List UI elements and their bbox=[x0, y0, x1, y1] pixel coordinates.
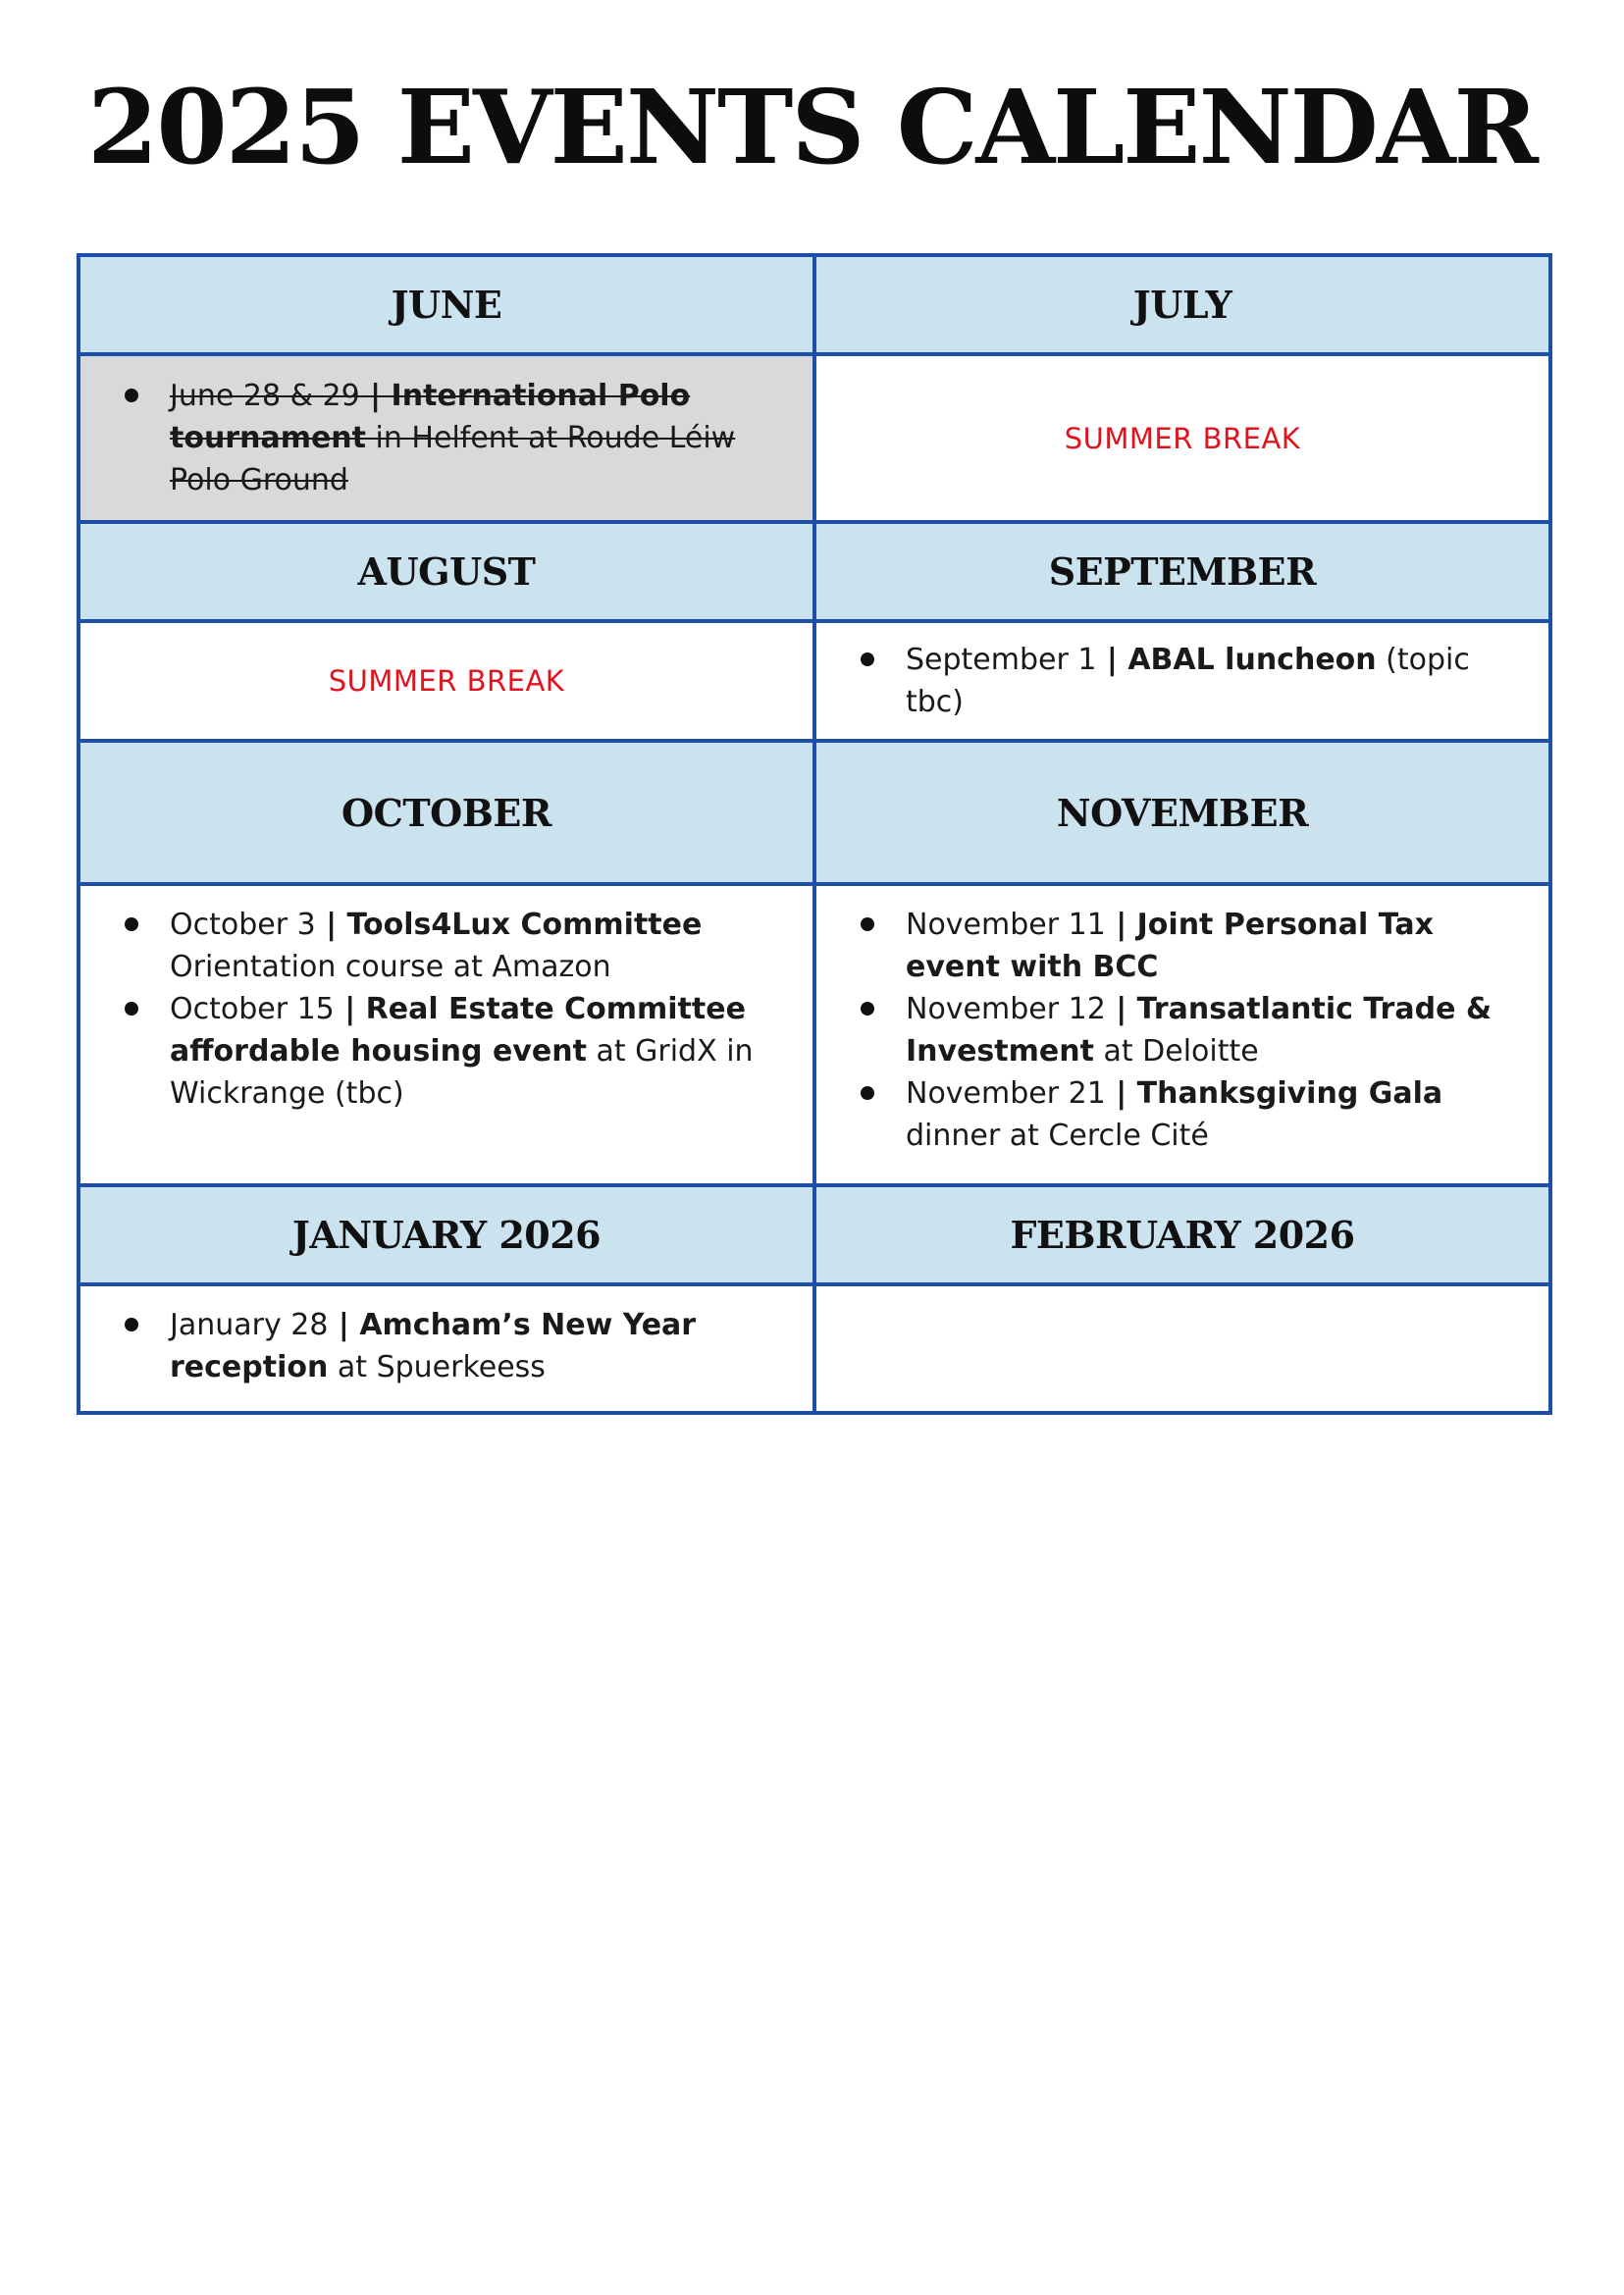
event-name: International Polo tournament bbox=[170, 379, 691, 455]
bullet-icon bbox=[861, 1002, 874, 1016]
event-detail: in Helfent at Roude Léiw Polo Ground bbox=[170, 421, 736, 497]
list-item bbox=[860, 988, 1525, 1072]
september-event-list bbox=[816, 623, 1548, 739]
list-item bbox=[860, 639, 1525, 723]
event-date: January 28 bbox=[170, 1308, 329, 1342]
events-calendar-table bbox=[77, 253, 1552, 1415]
event-name: Tools4Lux Committee bbox=[346, 908, 703, 942]
november-event-list bbox=[816, 886, 1548, 1173]
list-item bbox=[124, 988, 789, 1115]
event-detail: at Deloitte bbox=[1093, 1034, 1259, 1069]
events-row bbox=[79, 1284, 1550, 1413]
june-event-list bbox=[80, 359, 812, 517]
october-events-cell bbox=[79, 884, 814, 1185]
event-name: Amcham’s New Year reception bbox=[170, 1308, 697, 1384]
september-events-cell bbox=[814, 621, 1550, 741]
event-separator: | bbox=[334, 992, 366, 1026]
october-event-list bbox=[80, 886, 812, 1130]
february-events-cell bbox=[814, 1284, 1550, 1413]
bullet-icon bbox=[125, 1318, 138, 1331]
event-separator: | bbox=[1105, 992, 1137, 1026]
event-date: October 3 bbox=[170, 908, 316, 942]
month-header-february-2026: FEBRUARY 2026 bbox=[814, 1185, 1550, 1284]
list-item bbox=[860, 904, 1525, 988]
july-summer-break: SUMMER BREAK bbox=[814, 354, 1550, 522]
event-detail: Orientation course at Amazon bbox=[170, 950, 611, 984]
event-date: June 28 & 29 bbox=[170, 379, 360, 413]
list-item bbox=[124, 904, 789, 988]
month-header-january-2026: JANUARY 2026 bbox=[79, 1185, 814, 1284]
bullet-icon bbox=[861, 652, 874, 666]
month-header-october: OCTOBER bbox=[79, 741, 814, 884]
month-header-row bbox=[79, 1185, 1550, 1284]
january-event-list bbox=[80, 1286, 812, 1404]
bullet-icon bbox=[125, 1002, 138, 1016]
event-name: Joint Personal Tax event with BCC bbox=[906, 908, 1434, 984]
event-date: October 15 bbox=[170, 992, 335, 1026]
november-events-cell bbox=[814, 884, 1550, 1185]
event-detail: dinner at Cercle Cité bbox=[906, 1119, 1209, 1153]
event-separator: | bbox=[315, 908, 347, 942]
month-header-row bbox=[79, 255, 1550, 354]
list-item bbox=[124, 375, 789, 501]
bullet-icon bbox=[861, 1086, 874, 1100]
event-name: Thanksgiving Gala bbox=[1136, 1076, 1443, 1111]
month-header-august: AUGUST bbox=[79, 522, 814, 621]
events-row bbox=[79, 354, 1550, 522]
list-item bbox=[124, 1304, 789, 1388]
page-title: 2025 EVENTS CALENDAR bbox=[87, 67, 1537, 187]
january-events-cell bbox=[79, 1284, 814, 1413]
bullet-icon bbox=[125, 389, 138, 402]
month-header-june: JUNE bbox=[79, 255, 814, 354]
august-summer-break: SUMMER BREAK bbox=[79, 621, 814, 741]
event-separator: | bbox=[328, 1308, 360, 1342]
bullet-icon bbox=[125, 917, 138, 931]
events-row bbox=[79, 621, 1550, 741]
event-date: September 1 bbox=[906, 643, 1097, 677]
event-date: November 11 bbox=[906, 908, 1106, 942]
event-detail: at Spuerkeess bbox=[328, 1350, 546, 1384]
event-detail: (topic tbc) bbox=[906, 643, 1470, 719]
month-header-row bbox=[79, 522, 1550, 621]
event-separator: | bbox=[359, 379, 392, 413]
event-separator: | bbox=[1096, 643, 1128, 677]
event-name: ABAL luncheon bbox=[1127, 643, 1377, 677]
month-header-november: NOVEMBER bbox=[814, 741, 1550, 884]
month-header-september: SEPTEMBER bbox=[814, 522, 1550, 621]
bullet-icon bbox=[861, 917, 874, 931]
event-detail: at GridX in Wickrange (tbc) bbox=[170, 1034, 754, 1111]
event-separator: | bbox=[1105, 908, 1137, 942]
month-header-july: JULY bbox=[814, 255, 1550, 354]
event-separator: | bbox=[1105, 1076, 1137, 1111]
list-item bbox=[860, 1072, 1525, 1157]
june-events-cell bbox=[79, 354, 814, 522]
event-date: November 12 bbox=[906, 992, 1106, 1026]
events-row bbox=[79, 884, 1550, 1185]
event-name: Real Estate Committee affordable housing event bbox=[170, 992, 746, 1069]
event-date: November 21 bbox=[906, 1076, 1106, 1111]
month-header-row bbox=[79, 741, 1550, 884]
event-name: Transatlantic Trade & Investment bbox=[906, 992, 1493, 1069]
